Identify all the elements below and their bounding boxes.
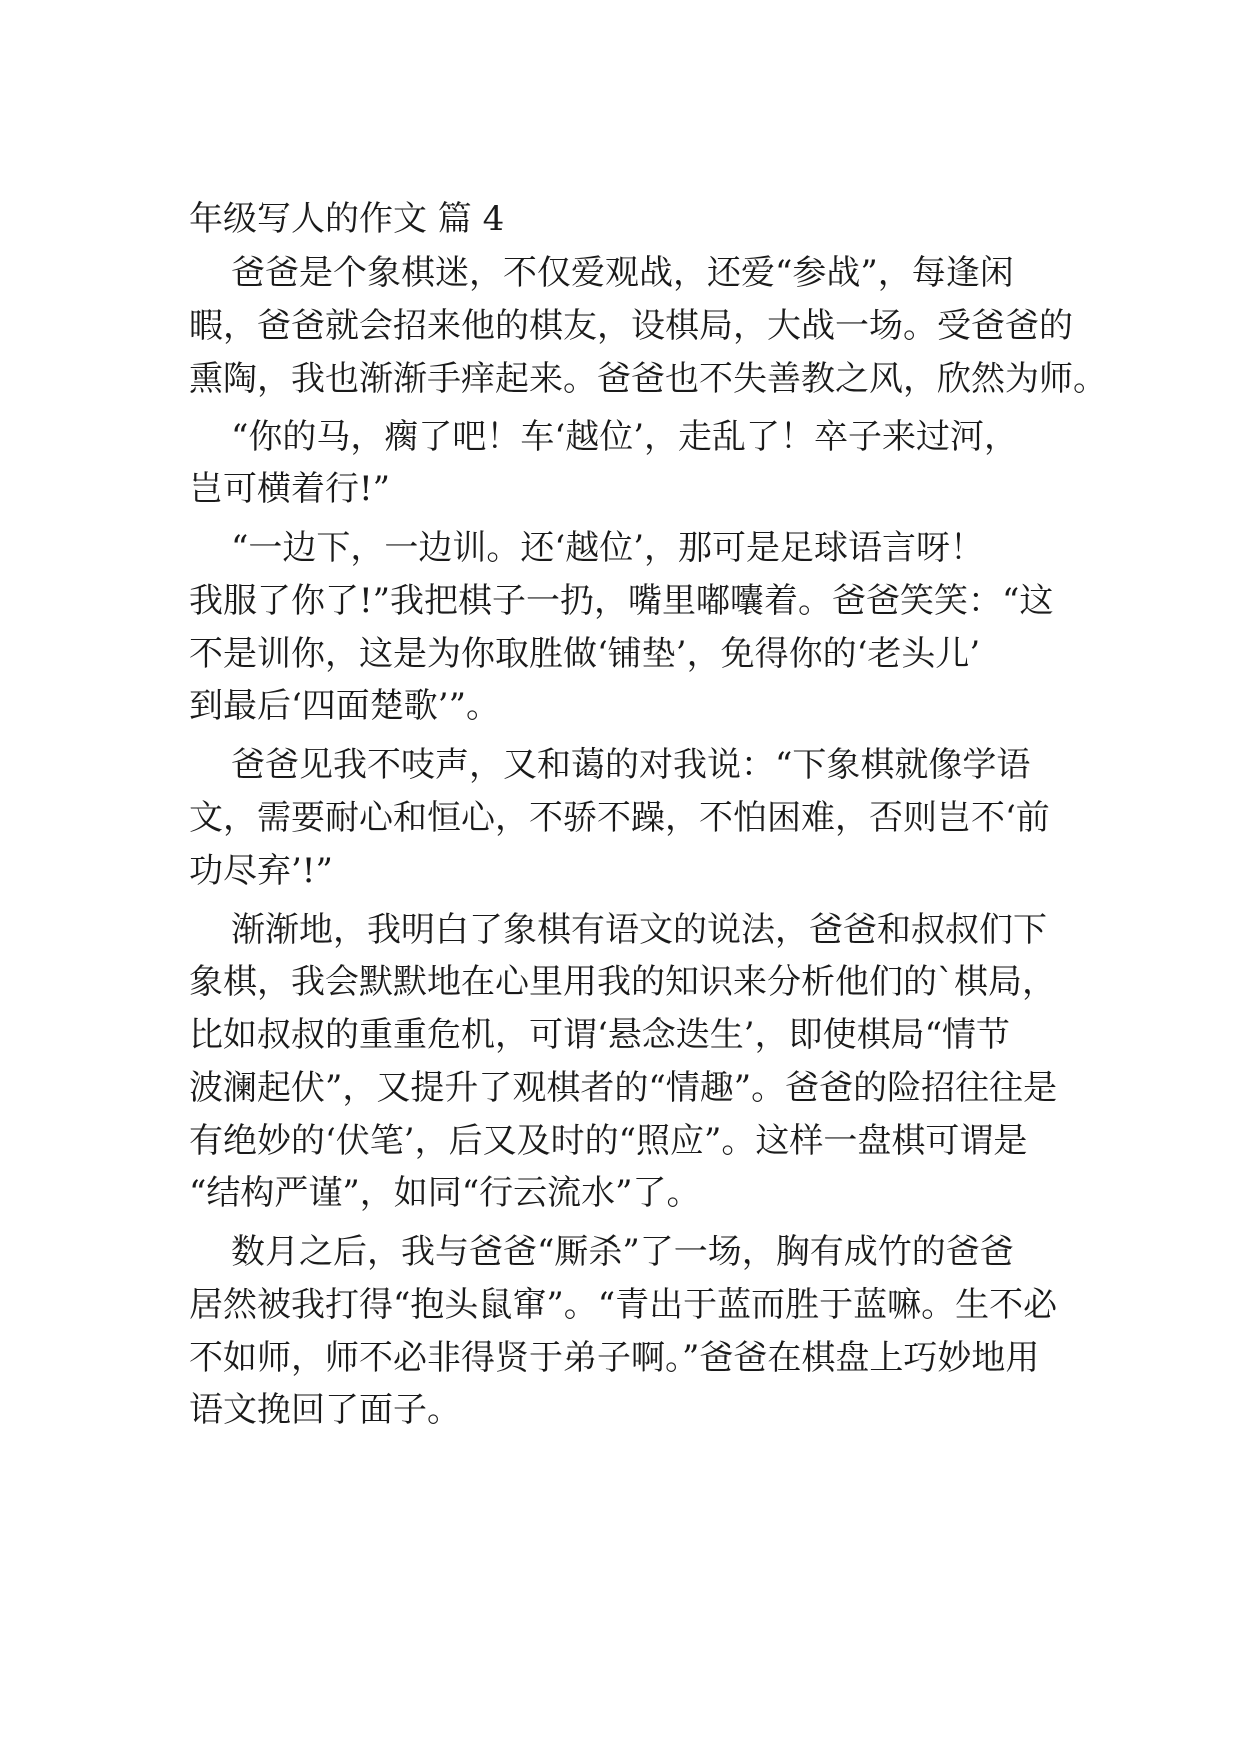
text-line: “一边下，一边训。还‘越位’，那可是足球语言呀！ [231,528,984,568]
text-line: “你的马，瘸了吧！车‘越位’，走乱了！卒子来过河， [231,417,1018,457]
text-line: 熏陶，我也渐渐手痒起来。爸爸也不失善教之风，欣然为师。 [189,359,1107,399]
text-line: 爸爸是个象棋迷，不仅爱观战，还爱“参战”，每逢闲 [231,253,1014,293]
text-line: 象棋，我会默默地在心里用我的知识来分析他们的`棋局， [189,962,1056,1002]
text-line: 暇，爸爸就会招来他的棋友，设棋局，大战一场。受爸爸的 [189,306,1073,346]
text-line: 语文挽回了面子。 [189,1390,461,1430]
text-line: 到最后‘四面楚歌’”。 [189,686,500,726]
text-line: 不是训你，这是为你取胜做‘铺垫’，免得你的‘老头儿’ [189,634,981,674]
text-line: 功尽弃’!” [189,851,333,891]
document-title: 年级写人的作文 篇 4 [189,199,505,239]
text-line: “结构严谨”，如同“行云流水”了。 [189,1173,701,1213]
text-line: 爸爸见我不吱声，又和蔼的对我说：“下象棋就像学语 [231,745,1031,785]
text-line: 文，需要耐心和恒心，不骄不躁，不怕困难，否则岂不‘前 [189,798,1050,838]
text-line: 渐渐地，我明白了象棋有语文的说法，爸爸和叔叔们下 [231,910,1047,950]
text-line: 有绝妙的‘伏笔’，后又及时的“照应”。这样一盘棋可谓是 [189,1121,1028,1161]
text-line: 数月之后，我与爸爸“厮杀”了一场，胸有成竹的爸爸 [231,1232,1014,1272]
text-line: 不如师，师不必非得贤于弟子啊。”爸爸在棋盘上巧妙地用 [189,1338,1040,1378]
text-line: 岂可横着行!” [189,469,391,509]
text-line: 我服了你了!”我把棋子一扔，嘴里嘟囔着。爸爸笑笑：“这 [189,581,1054,621]
text-line: 比如叔叔的重重危机，可谓‘悬念迭生’，即使棋局“情节 [189,1015,1010,1055]
text-line: 居然被我打得“抱头鼠窜”。“青出于蓝而胜于蓝嘛。生不必 [189,1285,1058,1325]
text-line: 波澜起伏”，又提升了观棋者的“情趣”。爸爸的险招往往是 [189,1068,1058,1108]
